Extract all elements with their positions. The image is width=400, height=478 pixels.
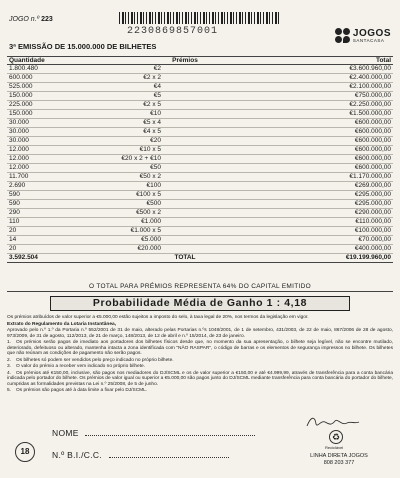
prize-total: €295.000,00 [303,191,393,200]
prize-total: €70.000,00 [303,236,393,245]
rule-number: 2. [7,357,12,363]
prize-row [7,227,393,236]
prize-row [7,200,393,209]
prize-table-header [7,57,393,65]
prize-total: €1.500.000,00 [303,110,393,119]
prize-quantity: 150.000 [7,110,67,119]
name-label: NOME [52,428,79,438]
prize-quantity: 30.000 [7,137,67,146]
rule-number: 3. [7,364,12,370]
prize-value: €100 x 5 [67,191,303,200]
prize-row [7,137,393,146]
prize-total: €269.000,00 [303,182,393,191]
rule-item [7,340,393,356]
rules-list [7,340,393,393]
game-number-value: 223 [41,16,53,23]
hotline-phone: 808 203 377 [323,459,355,466]
emission-title: 3ª EMISSÃO DE 15.000.000 DE BILHETES [9,42,157,51]
regulation-approval: Aprovado pelo n.º 1.º da Portaria n.º 552/2001 de 31 de maio, alterado pelas Portarias n.ºs 1048/2001, de 1 de setembro, 431/2003, de 22 de maio, 867/2006 de 28 de agosto, 973/2009, de 31 de agosto, 112/2013, de 21 de março, 148/2013, de 12 de abril e n.º 15/2014, de 23 de janeiro. [7,328,393,339]
probability-box: Probabilidade Média de Ganho 1 : 4,18 [50,296,350,311]
prize-value: €500 x 2 [67,209,303,218]
barcode [119,12,279,24]
prize-quantity: 20 [7,245,67,254]
name-line [85,428,255,436]
prize-quantity: 20 [7,227,67,236]
prize-total: €110.000,00 [303,218,393,227]
prize-value: €5 [67,92,303,101]
prize-quantity: 12.000 [7,164,67,173]
prize-total: €3.600.960,00 [303,65,393,74]
prize-quantity: 14 [7,236,67,245]
prize-quantity: 110 [7,218,67,227]
prize-quantity: 11.700 [7,173,67,182]
code-badge: 18 [15,442,35,462]
hotline [299,453,379,466]
prize-quantity: 12.000 [7,155,67,164]
prize-row [7,119,393,128]
prize-quantity: 150.000 [7,92,67,101]
rule-text: Os bilhetes só podem ser vendidos pelo preço indicado no próprio bilhete. [16,357,174,363]
prize-row [7,155,393,164]
prize-total: €2.400.000,00 [303,74,393,83]
prize-quantity: 30.000 [7,119,67,128]
prize-value: €10 x 5 [67,146,303,155]
rule-number: 5. [7,388,12,394]
fine-print [7,315,393,395]
prize-row [7,236,393,245]
prize-row [7,218,393,227]
logo-mark-icon [335,28,351,44]
prize-row [7,245,393,254]
prize-value: €20 x 2 + €10 [67,155,303,164]
prize-value: €10 [67,110,303,119]
game-number-label: JOGO n.º [9,16,40,23]
prize-value: €5.000 [67,236,303,245]
prize-quantity: 1.800.480 [7,65,67,74]
prize-row [7,110,393,119]
total-label: TOTAL [67,254,303,263]
regulation-title: Extrato do Regulamento da Lotaria Instantânea, [7,321,117,327]
prize-total: €600.000,00 [303,164,393,173]
rule-text: O valor do prémio a receber vem indicado no próprio bilhete. [16,364,146,370]
recycle-icon: ♻ [329,430,343,444]
rule-item [7,358,393,363]
prize-row [7,146,393,155]
prize-row [7,164,393,173]
rule-text: Os prémios até €150,00, inclusive, são pagos nos mediadores do DJ/SCML e os de valor superior a €150,00 e até €4.999,99, através de transferência para a conta bancária indicada pelo portador do bilhete. Os prémios de valor igual ou superior a €5.000,00 são pagos junto do DJ/SCML mediante transferência para conta bancária do portador do bilhete, cumpridas as formalidades previstas na Lei n.º 25/2008, de 5 de junho. [7,370,393,387]
prize-total: €295.000,00 [303,200,393,209]
prize-value: €2 x 2 [67,74,303,83]
prize-total: €400.000,00 [303,245,393,254]
prize-total: €600.000,00 [303,155,393,164]
prize-value: €100 [67,182,303,191]
prize-total: €100.000,00 [303,227,393,236]
name-field [52,428,255,438]
prize-row [7,191,393,200]
rule-item [7,364,393,369]
prize-table-total-row [7,254,393,263]
prize-table [7,56,393,263]
rule-text: Os prémios são pagos até à data limite a fixar pelo DJ/SCML. [16,388,148,394]
prize-row [7,209,393,218]
prize-row [7,74,393,83]
prize-value: €1.000 x 5 [67,227,303,236]
prize-value: €500 [67,200,303,209]
ticket-footer [7,408,393,470]
header-quantity: Quantidade [7,57,67,65]
total-quantity: 3.592.504 [7,254,67,263]
prize-quantity: 600.000 [7,74,67,83]
prize-row [7,128,393,137]
prize-value: €20.000 [67,245,303,254]
prize-value: €20 [67,137,303,146]
logo-title: JOGOS [352,27,391,39]
prize-total: €750.000,00 [303,92,393,101]
hotline-title: LINHA DIRETA JOGOS [310,453,368,459]
prize-value: €4 [67,83,303,92]
game-number [9,16,53,23]
prize-total: €600.000,00 [303,119,393,128]
prize-row [7,65,393,74]
prize-value: €50 [67,164,303,173]
serial-number: 2230869857001 [127,26,219,37]
prize-total: €600.000,00 [303,137,393,146]
recyclable-label: Reciclável [325,445,344,450]
prize-value: €5 x 4 [67,119,303,128]
id-line [109,450,229,458]
prize-row [7,92,393,101]
prize-total: €1.170.000,00 [303,173,393,182]
ticket-header [7,12,393,54]
prize-value: €50 x 2 [67,173,303,182]
prize-value: €2 [67,65,303,74]
rule-item [7,388,393,393]
prize-value: €2 x 5 [67,101,303,110]
prize-total: €290.000,00 [303,209,393,218]
header-total: Total [303,57,393,65]
prize-total: €2.100.000,00 [303,83,393,92]
prize-quantity: 590 [7,200,67,209]
prize-quantity: 590 [7,191,67,200]
rule-number: 1. [7,340,12,346]
total-amount: €19.199.960,00 [303,254,393,263]
prize-total: €2.250.000,00 [303,101,393,110]
id-label: N.º B.I./C.C. [52,450,102,460]
rule-item [7,371,393,387]
jogos-logo [335,28,391,44]
tax-note: Os prémios atribuídos de valor superior a €5.000,00 estão sujeitos a imposto do selo, à taxa legal de 20%, nos termos da legislação em vigor. [7,315,309,320]
id-field [52,450,229,460]
signature [303,414,363,430]
logo-subtitle: SANTACASA [352,37,385,43]
prize-row [7,182,393,191]
prize-quantity: 525.000 [7,83,67,92]
prize-row [7,173,393,182]
capital-note: O TOTAL PARA PRÉMIOS REPRESENTA 64% DO CAPITAL EMITIDO [7,283,393,292]
barcode-block [117,12,282,40]
prize-quantity: 2.690 [7,182,67,191]
prize-quantity: 30.000 [7,128,67,137]
prize-value: €1.000 [67,218,303,227]
prize-total: €600.000,00 [303,146,393,155]
prize-quantity: 225.000 [7,101,67,110]
prize-quantity: 12.000 [7,146,67,155]
prize-row [7,83,393,92]
prize-quantity: 290 [7,209,67,218]
prize-value: €4 x 5 [67,128,303,137]
prize-row [7,101,393,110]
header-prizes: Prémios [67,57,303,65]
prize-total: €600.000,00 [303,128,393,137]
rule-number: 4. [7,370,12,376]
rule-text: Os prémios serão pagos de imediato aos portadores dos bilhetes físicos desde que, no momento da sua apresentação, o bilhete seja legível, não se encontre mutilado, deteriorado, defeituoso ou alterado, mantenha intacta a zona identificada com "NÃO RASPAR", o código de barras e os elementos de segurança impressos no bilhete. Os bilhetes que não reúnam as condições de pagamento não serão pagos. [7,340,393,356]
